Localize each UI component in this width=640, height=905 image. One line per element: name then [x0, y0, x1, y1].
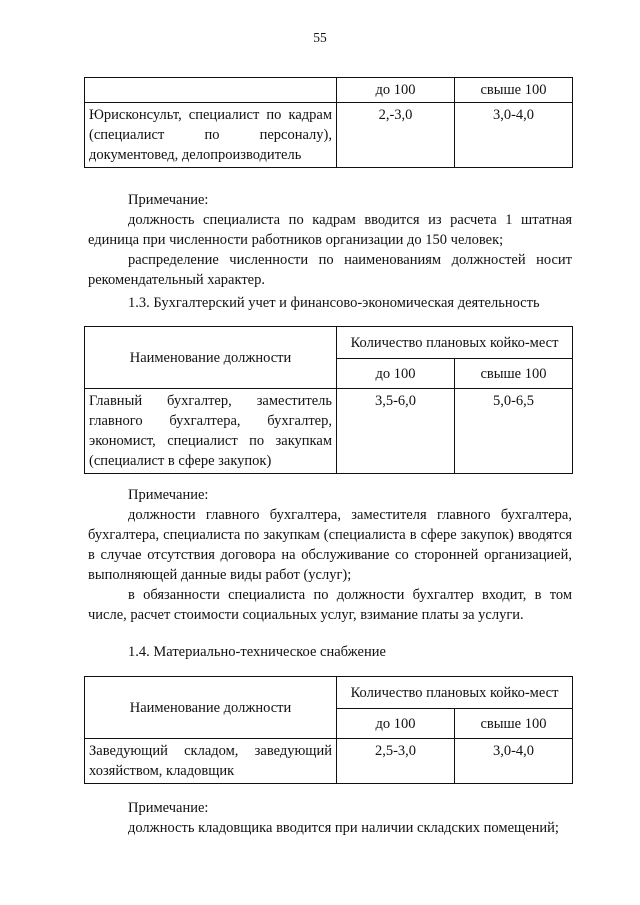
value-gt100-cell: 3,0-4,0: [455, 103, 573, 168]
table-header-row: [85, 78, 573, 103]
column-header-gt100: свыше 100: [455, 709, 573, 739]
table-row: [85, 389, 573, 474]
table-row: [85, 739, 573, 784]
staffing-table-accounting: [84, 326, 573, 474]
value-le100-cell: 2,5-3,0: [337, 739, 455, 784]
position-name-cell: Юрисконсульт, специалист по кадрам (специалист по персоналу), документовед, делопроизводитель: [85, 103, 337, 168]
note-line: должность кладовщика вводится при наличии складских помещений;: [128, 820, 559, 836]
value-gt100-cell: 3,0-4,0: [455, 739, 573, 784]
empty-header-cell: [85, 78, 337, 103]
column-header-gt100: свыше 100: [455, 359, 573, 389]
note-line: должности главного бухгалтера, заместителя главного бухгалтера, бухгалтера, специалиста по закупкам (специалиста в сфере закупок) вводятся в случае отсутствия договора на обслуживание со сторонней организацией, выполняющей данные виды работ (услуг);: [88, 507, 572, 583]
note-legal: [88, 190, 572, 290]
note-supply: [88, 798, 572, 838]
note-accounting: [88, 485, 572, 625]
note-title: Примечание:: [128, 192, 209, 208]
position-name-cell: Главный бухгалтер, заместитель главного бухгалтера, бухгалтер, экономист, специалист по закупкам (специалист в сфере закупок): [85, 389, 337, 474]
header-bed-count: Количество плановых койко-мест: [337, 327, 573, 359]
staffing-table-supply: [84, 676, 573, 784]
section-heading-1-4: 1.4. Материально-техническое снабжение: [128, 644, 386, 660]
page-number: 55: [313, 30, 327, 45]
note-line: должность специалиста по кадрам вводится из расчета 1 штатная единица при численности работников организации до 150 человек;: [88, 212, 572, 248]
column-header-gt100: свыше 100: [455, 78, 573, 103]
header-position-name: Наименование должности: [85, 677, 337, 739]
note-line: распределение численности по наименованиям должностей носит рекомендательный характер.: [88, 252, 572, 288]
value-le100-cell: 2,-3,0: [337, 103, 455, 168]
staffing-table-legal: [84, 77, 573, 168]
section-heading-1-3: 1.3. Бухгалтерский учет и финансово-экономическая деятельность: [128, 295, 540, 311]
note-line: в обязанности специалиста по должности бухгалтер входит, в том числе, расчет стоимости социальных услуг, взимание платы за услуги.: [88, 587, 572, 623]
note-title: Примечание:: [128, 487, 209, 503]
position-name-cell: Заведующий складом, заведующий хозяйством, кладовщик: [85, 739, 337, 784]
header-position-name: Наименование должности: [85, 327, 337, 389]
table-header-row: [85, 677, 573, 709]
note-title: Примечание:: [128, 800, 209, 816]
value-le100-cell: 3,5-6,0: [337, 389, 455, 474]
column-header-le100: до 100: [337, 359, 455, 389]
header-bed-count: Количество плановых койко-мест: [337, 677, 573, 709]
column-header-le100: до 100: [337, 78, 455, 103]
column-header-le100: до 100: [337, 709, 455, 739]
table-row: [85, 103, 573, 168]
value-gt100-cell: 5,0-6,5: [455, 389, 573, 474]
table-header-row: [85, 327, 573, 359]
